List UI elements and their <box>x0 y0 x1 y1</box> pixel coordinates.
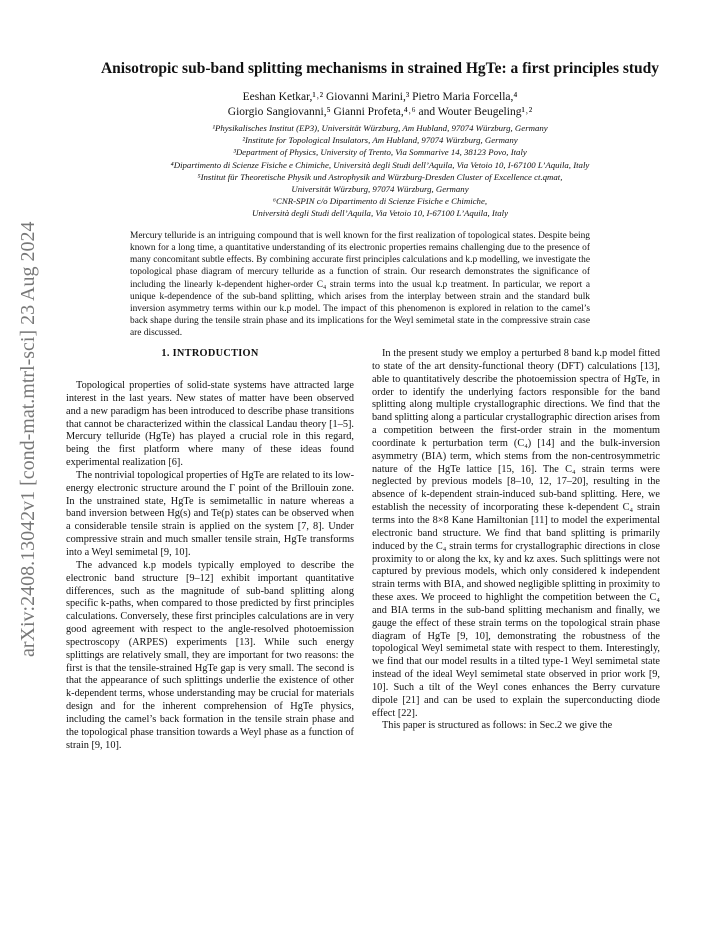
right-column <box>372 348 660 733</box>
affiliation-line: ³Department of Physics, University of Trento, Via Sommarive 14, 38123 Povo, Italy <box>233 147 527 158</box>
affiliation-line: ⁶CNR-SPIN c/o Dipartimento di Scienze Fisiche e Chimiche, <box>272 196 488 207</box>
affiliation-line: ⁴Dipartimento di Scienze Fisiche e Chimiche, Università degli Studi dell’Aquila, Via Vetoio 10, I-67100 L’Aquila, Italy <box>170 159 590 170</box>
paper-title: Anisotropic sub-band splitting mechanisms in strained HgTe: a first principles study <box>100 60 660 77</box>
body-paragraph: The advanced k.p models typically employed to describe the electronic band structure [9–12] exhibit important quantitative differences, such as the magnitude of sub-band splitting along specific k-paths, when compared to those predicted by first principles calculations. Conversely, these first principles calculations are in very good agreement with respect to the angle-resolved photoemission spectroscopy (ARPES) experiments [13]. While such energy splittings are relatively small, they are important for two reasons: the first is that the tensile-strained HgTe gap is very small. The second is that the appearance of such splittings underlie the existence of other k-dependent terms, whose understanding may be crucial for materials design and for the inherent comprehension of HgTe physics, including the camel’s back formation in the tensile strain phase and the topological phase transition towards a Weyl phase as a function of strain [9, 10]. <box>66 559 354 751</box>
body-paragraph: Topological properties of solid-state systems have attracted large interest in the last years. New states of matter have been observed and a new paradigm has been introduced to describe phase transitions that cannot be characterized within the classical Landau theory [1–5]. Mercury telluride (HgTe) has played a crucial role in this regard, being the first platform where many of these ideas found experimental realization [6]. <box>66 380 354 469</box>
author-list <box>60 90 700 120</box>
body-paragraph: The nontrivial topological properties of HgTe are related to its low-energy electronic structure around the Γ point of the Brillouin zone. In the unstrained state, HgTe is semimetallic in nature whereas a band inversion between Hg(s) and Te(p) states can be observed when a considerable tensile strain is applied on the system [7, 8]. Under compressive strain and much smaller tensile strain, HgTe transforms into a Weyl semimetal [9, 10]. <box>66 469 354 558</box>
section-heading-introduction: 1. INTRODUCTION <box>161 348 259 359</box>
affiliation-line: Università degli Studi dell’Aquila, Via Vetoio 10, I-67100 L’Aquila, Italy <box>251 208 509 219</box>
author-line: Eeshan Ketkar,¹˒² Giovanni Marini,³ Pietro Maria Forcella,⁴ <box>242 91 518 103</box>
arxiv-identifier-text: arXiv:2408.13042v1 [cond-mat.mtrl-sci] 23 Aug 2024 <box>17 221 39 657</box>
left-column <box>66 380 354 752</box>
affiliation-line: ⁵Institut für Theoretische Physik und Astrophysik and Würzburg-Dresden Cluster of Excellence ct.qmat, <box>197 171 563 182</box>
affiliation-line: Universität Würzburg, 97074 Würzburg, Germany <box>291 184 469 195</box>
author-line: Giorgio Sangiovanni,⁵ Gianni Profeta,⁴˒⁶ and Wouter Beugeling¹˒² <box>227 106 533 118</box>
body-paragraph: This paper is structured as follows: in Sec.2 we give the <box>382 720 613 732</box>
affiliation-line: ²Institute for Topological Insulators, Am Hubland, 97074 Würzburg, Germany <box>242 135 518 146</box>
body-paragraph: In the present study we employ a perturbed 8 band k.p model fitted to state of the art density-functional theory (DFT) calculations [13], able to quantitatively describe the photoemission spectra of HgTe, in order to identify the underlying factors responsible for the band splitting along multiple crystallographic directions. We find that the band splitting along a particular crystallographic direction arises from a competition between the first-order strain in the momentum coordinate k perturbation term (C₄) [14] and the bulk-inversion asymmetry (BIA) term, which stems from the non-centrosymmetric nature of the HgTe lattice [15, 16]. The C₄ strain terms were neglected by previous models [8–10, 12, 17–20], resulting in the absence of k-dependent strain-induced sub-band splitting. Here, we establish the necessity of incorporating these k-dependent C₄ strain terms into the 8×8 Kane Hamiltonian [11] to model the experimental electronic band structure. We find that band splitting is primarily induced by the C₄ strain terms for crystallographic directions in close proximity to or along the kx, ky and kz axes. Such splittings were not captured by previous models, which only considered k independent strain terms with BIA, and showed negligible splitting in proximity to these axes. We proceed to highlight the competition between the C₄ and BIA terms in the sub-band splitting mechanism and finally, we gauge the effect of these strain terms on the topological strain phase diagram of HgTe [9, 10], demonstrating the robustness of the topological Weyl semimetal state with respect to them. Interestingly, we find that our model results in a tilted type-1 Weyl semimetal state instead of the ideal Weyl semimetal state observed in prior work [9, 10]. Such a tilt of the Weyl cones enhances the Berry curvature dipole [21] and can be used to explain the superconducting diode effect [22]. <box>372 348 661 719</box>
arxiv-identifier-svg <box>4 162 48 662</box>
affiliation-line: ¹Physikalisches Institut (EP3), Universität Würzburg, Am Hubland, 97074 Würzburg, Germany <box>212 123 548 133</box>
arxiv-identifier <box>4 162 48 662</box>
abstract: Mercury telluride is an intriguing compound that is well known for the first realization of topological states. Despite being known for a long time, a quantitative understanding of its electronic properties remains challenging due to the presence of many concomitant subtle effects. By combining accurate first principles calculations and k.p modelling, we investigate the topological phase diagram of mercury telluride as a function of strain. Our research demonstrates the significance of including the linearly k-dependent higher-order C₄ strain terms into the usual k.p treatment. In particular, we report a unique k-dependence of the sub-band splitting, which arises from the interplay between strain and the standard bulk inversion asymmetry terms within our k.p model. The impact of this phenomenon is explored in relation to the camel’s back shape during the tensile strain phase and its implications for the Weyl semimetal state in the compressive strain case are discussed. <box>130 231 590 339</box>
affiliation-list <box>60 122 700 220</box>
